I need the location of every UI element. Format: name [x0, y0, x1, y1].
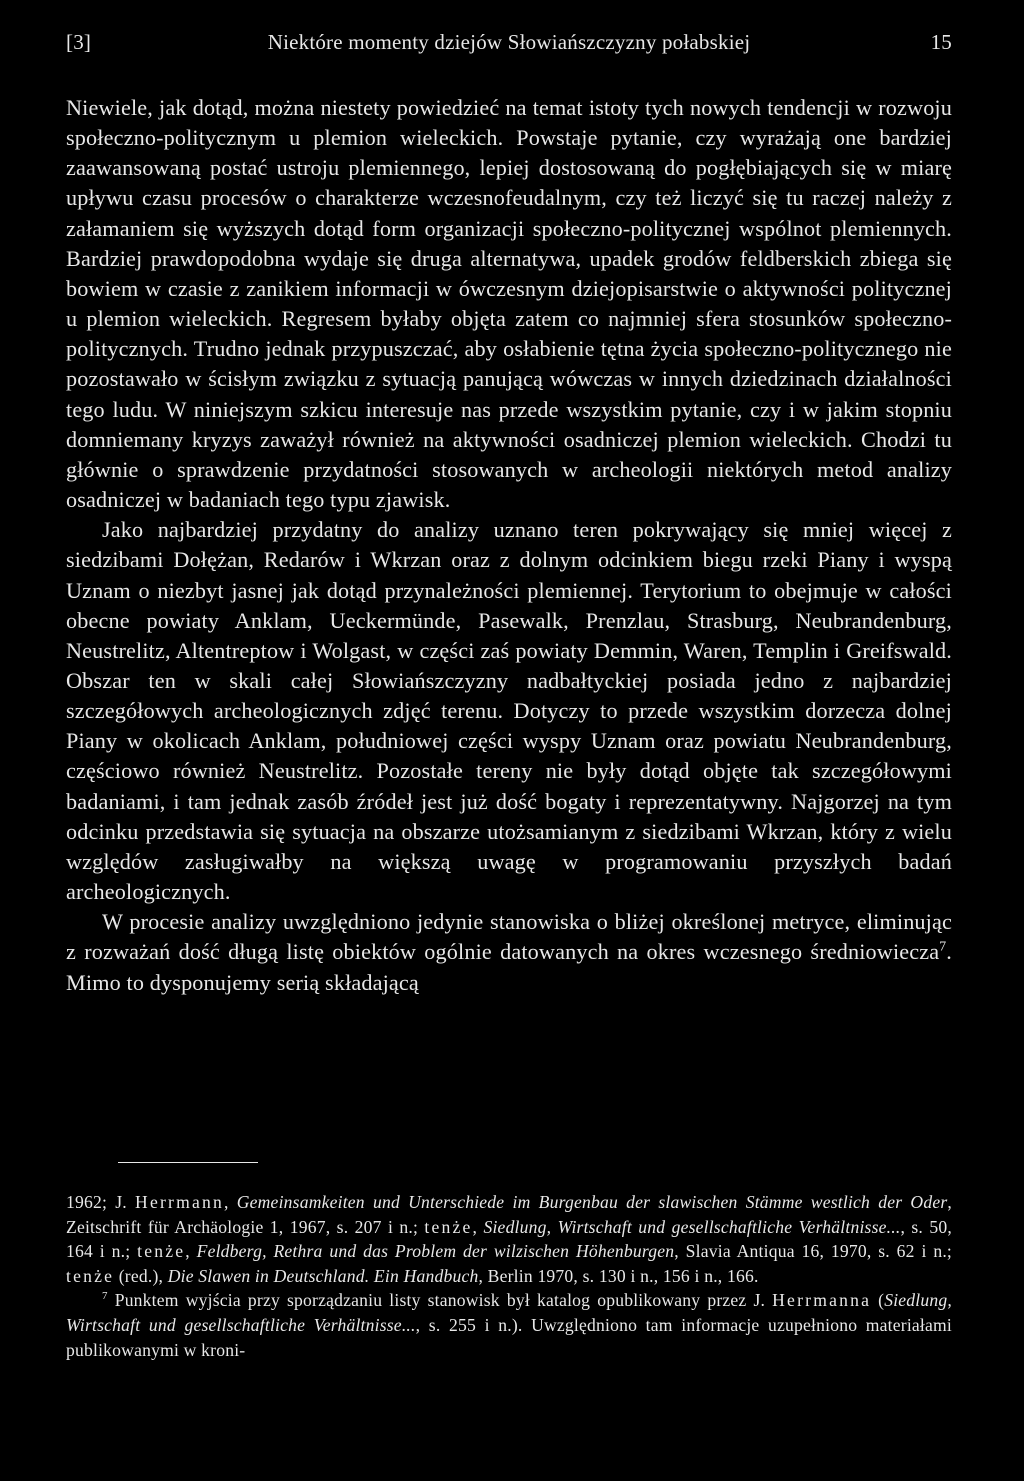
- paragraph-2: Jako najbardziej przydatny do analizy uznano teren pokrywający się mniej więcej z siedzibami Dołężan, Redarów i Wkrzan oraz z dolnym odcinkiem biegu rzeki Piany i wyspą Uznam o niezbyt jasnej jak dotąd przynależności plemiennej. Terytorium to obejmuje w całości obecne powiaty Anklam, Ueckermünde, Pasewalk, Prenzlau, Strasburg, Neubrandenburg, Neustrelitz, Altentreptow i Wolgast, w części zaś powiaty Demmin, Waren, Templin i Greifswald. Obszar ten w skali całej Słowiańszczyzny nadbałtyckiej posiada jedno z najbardziej szczegółowych archeologicznych zdjęć terenu. Dotyczy to przede wszystkim dorzecza dolnej Piany w okolicach Anklam, południowej części wyspy Uznam oraz powiatu Neubrandenburg, częściowo również Neustrelitz. Pozostałe tereny nie były dotąd objęte tak szczegółowymi badaniami, i tam jednak zasób źródeł jest już dość bogaty i reprezentatywny. Najgorzej na tym odcinku przedstawia się sytuacja na obszarze utożsamianym z siedzibami Wkrzan, który z wielu względów zasługiwałby na większą uwagę w programowaniu przyszłych badań archeologicznych.: [66, 517, 952, 905]
- running-title: Niektóre momenty dziejów Słowiańszczyzny połabskiej: [267, 30, 751, 54]
- footnote-ref-7: 7: [939, 938, 947, 954]
- page-number: 15: [930, 30, 952, 54]
- paragraph-3-text: W procesie analizy uwzględniono jedynie stanowiska o bliżej określonej metryce, eliminując z rozważań dość długą listę obiektów ogólnie datowanych na okres wczesnego średniowiecza: [66, 909, 952, 965]
- footnote-author: Herrmanna: [772, 1290, 872, 1311]
- footnote-text: Punktem wyjścia przy sporządzaniu listy stanowisk był katalog opublikowany przez J.: [107, 1290, 773, 1311]
- footnote-text: , Zeitschrift für Archäologie 1, 1967, s. 207 i n.;: [66, 1192, 952, 1237]
- footnote-title: Siedlung, Wirtschaft und gesellschaftliche Verhältnisse...: [483, 1216, 901, 1237]
- paragraph-1: Niewiele, jak dotąd, można niestety powiedzieć na temat istoty tych nowych tendencji w rozwoju społeczno-politycznym u plemion wieleckich. Powstaje pytanie, czy wyrażają one bardziej zaawansowaną postać ustroju plemiennego, lepiej dostosowaną do pogłębiających się w miarę upływu czasu procesów o charakterze wczesnofeudalnym, czy też liczyć się tu raczej należy z załamaniem się wyższych dotąd form organizacji społeczno-politycznej wspólnot plemiennych. Bardziej prawdopodobna wydaje się druga alternatywa, upadek grodów feldberskich zbiega się bowiem w czasie z zanikiem informacji w ówczesnym dziejopisarstwie o aktywności politycznej u plemion wieleckich. Regresem byłaby objęta zatem co najmniej sfera stosunków społeczno-politycznych. Trudno jednak przypuszczać, aby osłabienie tętna życia społeczno-politycznego nie pozostawało w ścisłym związku z sytuacją panującą wówczas w innych dziedzinach działalności tego ludu. W niniejszym szkicu interesuje nas przede wszystkim pytanie, czy i w jakim stopniu domniemany kryzys zaważył również na aktywności osadniczej plemion wieleckich. Chodzi tu głównie o sprawdzenie przydatności stosowanych w archeologii niektórych metod analizy osadniczej w badaniach tego typu zjawisk.: [66, 95, 952, 513]
- footnote-text: 1962; J.: [66, 1192, 136, 1212]
- footnote-title: Gemeinsamkeiten und Unterschiede im Burgenbau der slawischen Stämme westlich der Oder: [236, 1192, 948, 1212]
- footnote-author: tenże: [424, 1216, 473, 1237]
- footnote-text: ,: [223, 1192, 237, 1212]
- footnote-author: Herrmann: [135, 1192, 224, 1212]
- footnote-6-continued: [66, 1190, 952, 1288]
- footnote-text: ,: [185, 1241, 197, 1262]
- footnote-text: ,: [472, 1216, 484, 1237]
- footnote-separator: [118, 1162, 258, 1163]
- footnote-text: , s. 50, 164 i n.;: [66, 1216, 952, 1262]
- footnote-title: Die Slawen in Deutschland. Ein Handbuch: [167, 1265, 479, 1286]
- footnote-number: 7: [102, 1290, 108, 1303]
- footnote-text: , s. 255 i n.). Uwzględniono tam informacje uzupełniono materiałami publikowanymi w kroni-: [66, 1314, 952, 1360]
- footnote-7: [66, 1288, 952, 1362]
- footnotes: [66, 1190, 952, 1362]
- paragraph-3-text-end: . Mimo to dysponujemy serią składającą: [66, 939, 952, 995]
- footnote-title: Feldberg, Rethra und das Problem der wilzischen Höhenburgen: [196, 1241, 675, 1262]
- main-text: [66, 93, 952, 998]
- footnote-text: (: [871, 1290, 885, 1311]
- footnote-text: , Slavia Antiqua 16, 1970, s. 62 i n.;: [674, 1241, 952, 1262]
- footnote-author: tenże: [137, 1241, 186, 1262]
- footnote-author: tenże: [66, 1265, 115, 1286]
- footnote-text: , Berlin 1970, s. 130 i n., 156 i n., 166.: [478, 1265, 759, 1286]
- running-header: [66, 30, 952, 70]
- footnote-title: Siedlung, Wirtschaft und gesellschaftliche Verhältnisse...: [66, 1290, 952, 1335]
- footnote-text: (red.),: [114, 1265, 168, 1286]
- paragraph-3: [66, 907, 952, 997]
- section-number: [3]: [66, 30, 92, 54]
